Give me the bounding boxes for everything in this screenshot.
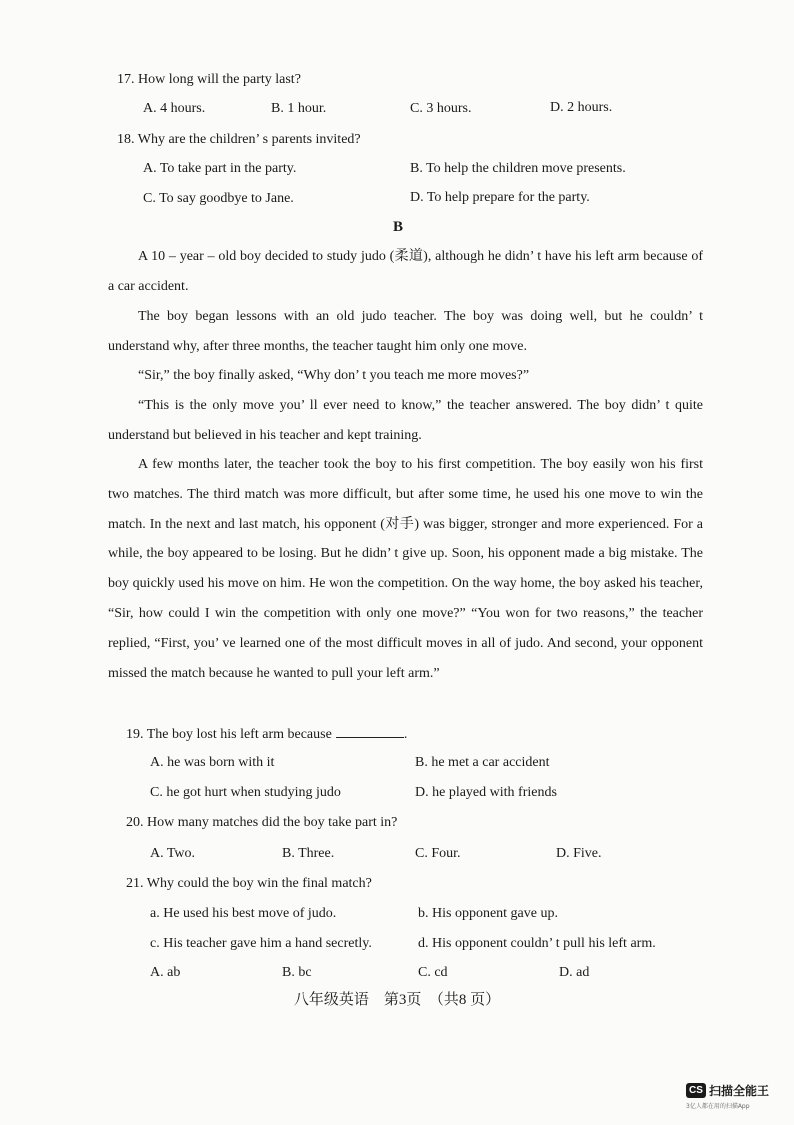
question-21-option-a: A. ab xyxy=(150,965,181,980)
question-18-option-c: C. To say goodbye to Jane. xyxy=(143,191,294,206)
question-20-option-a: A. Two. xyxy=(150,846,196,861)
question-17-option-d: D. 2 hours. xyxy=(550,100,613,115)
scanner-watermark xyxy=(686,1081,769,1110)
question-18-option-a: A. To take part in the party. xyxy=(143,161,297,176)
question-17-option-c: C. 3 hours. xyxy=(410,101,472,116)
question-19-stem-text: 19. The boy lost his left arm because xyxy=(126,727,332,742)
page-footer: 八年级英语 第3页 （共8 页） xyxy=(293,992,501,1008)
question-21-statement-c: c. His teacher gave him a hand secretly. xyxy=(150,936,372,951)
question-21-statement-a: a. He used his best move of judo. xyxy=(150,906,337,921)
scanner-brand xyxy=(686,1081,769,1099)
question-19-stem-end: . xyxy=(403,727,408,742)
question-18-stem: 18. Why are the children’ s parents invited? xyxy=(117,132,361,147)
question-21-option-d: D. ad xyxy=(559,965,590,980)
passage-paragraph-4: “This is the only move you’ ll ever need to know,” the teacher answered. The boy didn’ t quite understand but believed in his teacher and kept training. xyxy=(108,398,703,443)
section-title: B xyxy=(393,219,404,235)
question-19-option-a: A. he was born with it xyxy=(150,755,275,770)
passage-paragraph-1: A 10 – year – old boy decided to study judo (柔道), although he didn’ t have his left arm because of a car accident. xyxy=(108,249,703,294)
question-19-option-d: D. he played with friends xyxy=(415,785,557,800)
question-17-option-b: B. 1 hour. xyxy=(271,101,327,116)
question-19-option-c: C. he got hurt when studying judo xyxy=(150,785,341,800)
passage-paragraph-3: “Sir,” the boy finally asked, “Why don’ t you teach me more moves?” xyxy=(138,368,530,383)
question-20-option-b: B. Three. xyxy=(282,846,335,861)
question-18-option-d: D. To help prepare for the party. xyxy=(410,190,590,205)
question-21-statement-b: b. His opponent gave up. xyxy=(418,906,558,921)
question-21-option-b: B. bc xyxy=(282,965,312,980)
question-17-option-a: A. 4 hours. xyxy=(143,101,206,116)
question-20-option-d: D. Five. xyxy=(556,846,602,861)
question-19-stem xyxy=(126,725,407,744)
question-21-option-c: C. cd xyxy=(418,965,448,980)
passage-paragraph-2: The boy began lessons with an old judo teacher. The boy was doing well, but he couldn’ t understand why, after three months, the teacher taught him only one move. xyxy=(108,309,703,354)
scanner-tagline: 3亿人都在用的扫描App xyxy=(686,1103,750,1110)
question-17-stem: 17. How long will the party last? xyxy=(117,72,301,87)
question-18-option-b: B. To help the children move presents. xyxy=(410,161,626,176)
question-19-option-b: B. he met a car accident xyxy=(415,755,550,770)
camscanner-logo-icon: CS xyxy=(686,1083,706,1098)
passage-paragraph-5: A few months later, the teacher took the boy to his first competition. The boy easily won his first two matches. The third match was more difficult, but after some time, he used his one move to win the match. In the next and last match, his opponent (对手) was bigger, stronger and more experienced. For a while, the boy appeared to be losing. But he didn’ t give up. Soon, his opponent made a big mistake. The boy quickly used his move on him. He won the competition. On the way home, the boy asked his teacher, “Sir, how could I win the competition with only one move?” “You won for two reasons,” the teacher replied, “First, you’ ve learned one of the most difficult moves in all of judo. And second, your opponent missed the match because he wanted to pull your left arm.” xyxy=(108,457,703,681)
question-20-stem: 20. How many matches did the boy take part in? xyxy=(126,815,398,830)
answer-blank xyxy=(336,725,404,738)
question-21-statement-d: d. His opponent couldn’ t pull his left arm. xyxy=(418,936,656,951)
scanner-app-name: 扫描全能王 xyxy=(709,1083,770,1098)
question-20-option-c: C. Four. xyxy=(415,846,461,861)
question-21-stem: 21. Why could the boy win the final match? xyxy=(126,876,372,891)
